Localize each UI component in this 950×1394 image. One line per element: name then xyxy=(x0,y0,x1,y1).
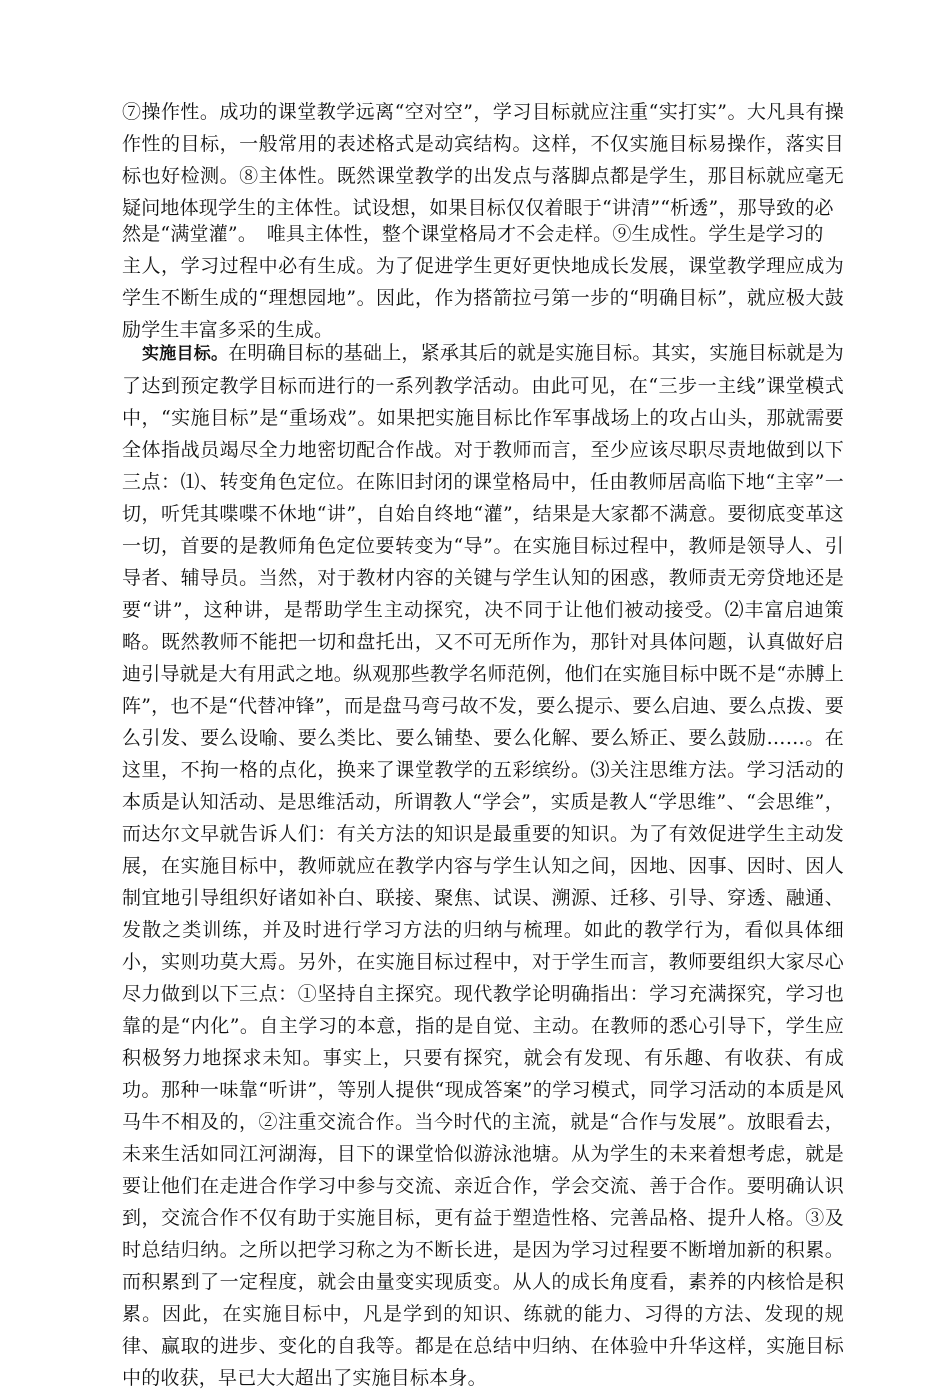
paragraph-implement-goals xyxy=(122,337,844,1394)
paragraph-implement-goals-body: 在明确目标的基础上，紧承其后的就是实施目标。其实，实施目标就是为了达到预定教学目标而进行的一系列教学活动。由此可见，在“三步一主线”课堂模式中，“实施目标”是“重场戏”。如果把实施目标比作军事战场上的攻占山头，那就需要全体指战员竭尽全力地密切配合作战。对于教师而言，至少应该尽职尽责地做到以下三点：⑴、转变角色定位。在陈旧封闭的课堂格局中，任由教师居高临下地“主宰”一切，听凭其喋喋不休地“讲”，自始自终地“灌”，结果是大家都不满意。要彻底变革这一切，首要的是教师角色定位要转变为“导”。在实施目标过程中，教师是领导人、引导者、辅导员。当然，对于教材内容的关键与学生认知的困惑，教师责无旁贷地还是要“讲”，这种讲，是帮助学生主动探究，决不同于让他们被动接受。⑵丰富启迪策略。既然教师不能把一切和盘托出，又不可无所作为，那针对具体问题，认真做好启迪引导就是大有用武之地。纵观那些教学名师范例，他们在实施目标中既不是“赤膊上阵”，也不是“代替冲锋”，而是盘马弯弓故不发，要么提示、要么启迪、要么点拨、要么引发、要么设喻、要么类比、要么铺垫、要么化解、要么矫正、要么鼓励……。在这里，不拘一格的点化，换来了课堂教学的五彩缤纷。⑶关注思维方法。学习活动的本质是认知活动、是思维活动，所谓教人“学会”，实质是教人“学思维”、“会思维”，而达尔文早就告诉人们：有关方法的知识是最重要的知识。为了有效促进学生主动发展，在实施目标中，教师就应在教学内容与学生认知之间，因地、因事、因时、因人制宜地引导组织好诸如补白、联接、聚焦、试误、溯源、迁移、引导、穿透、融通、发散之类训练，并及时进行学习方法的归纳与梳理。如此的教学行为，看似具体细小，实则功莫大焉。另外，在实施目标过程中，对于学生而言，教师要组织大家尽心尽力做到以下三点：①坚持自主探究。现代教学论明确指出：学习充满探究，学习也靠的是“内化”。自主学习的本意，指的是自觉、主动。在教师的悉心引导下，学生应积极努力地探求未知。事实上，只要有探究，就会有发现、有乐趣、有收获、有成功。那种一味靠“听讲”，等别人提供“现成答案”的学习模式，同学习活动的本质是风马牛不相及的，②注重交流合作。当今时代的主流，就是“合作与发展”。放眼看去，未来生活如同江河湖海，目下的课堂恰似游泳池塘。从为学生的未来着想考虑，就是要让他们在走进合作学习中参与交流、亲近合作，学会交流、善于合作。要明确认识到，交流合作不仅有助于实施目标，更有益于塑造性格、完善品格、提升人格。③及时总结归纳。之所以把学习称之为不断长进，是因为学习过程要不断增加新的积累。而积累到了一定程度，就会由量变实现质变。从人的成长角度看，素养的内核恰是积累。因此，在实施目标中，凡是学到的知识、练就的能力、习得的方法、发现的规律、赢取的进步、变化的自我等。都是在总结中归纳、在体验中升华这样，实施目标中的收获，早已大大超出了实施目标本身。 xyxy=(122,342,845,1389)
paragraph-operability: ⑦操作性。成功的课堂教学远离“空对空”，学习目标就应注重“实打实”。大凡具有操作性的目标，一般常用的表述格式是动宾结构。这样，不仅实施目标易操作，落实目标也好检测。⑧主体性。既然课堂教学的出发点与落脚点都是学生，那目标就应毫无疑问地体现学生的主体性。试设想，如果目标仅仅着眼于“讲清”“析透”，那导致的必 xyxy=(122,101,844,219)
paragraph-generativity: 主人，学习过程中必有生成。为了促进学生更好更快地成长发展，课堂教学理应成为学生不断生成的“理想园地”。因此，作为搭箭拉弓第一步的“明确目标”，就应极大鼓励学生丰富多采的生成。 xyxy=(122,255,844,341)
paragraph-full-classroom: 然是“满堂灌”。 唯具主体性，整个课堂格局才不会走样。⑨生成性。学生是学习的 xyxy=(122,223,824,245)
section-heading: 实施目标。 xyxy=(142,344,229,364)
